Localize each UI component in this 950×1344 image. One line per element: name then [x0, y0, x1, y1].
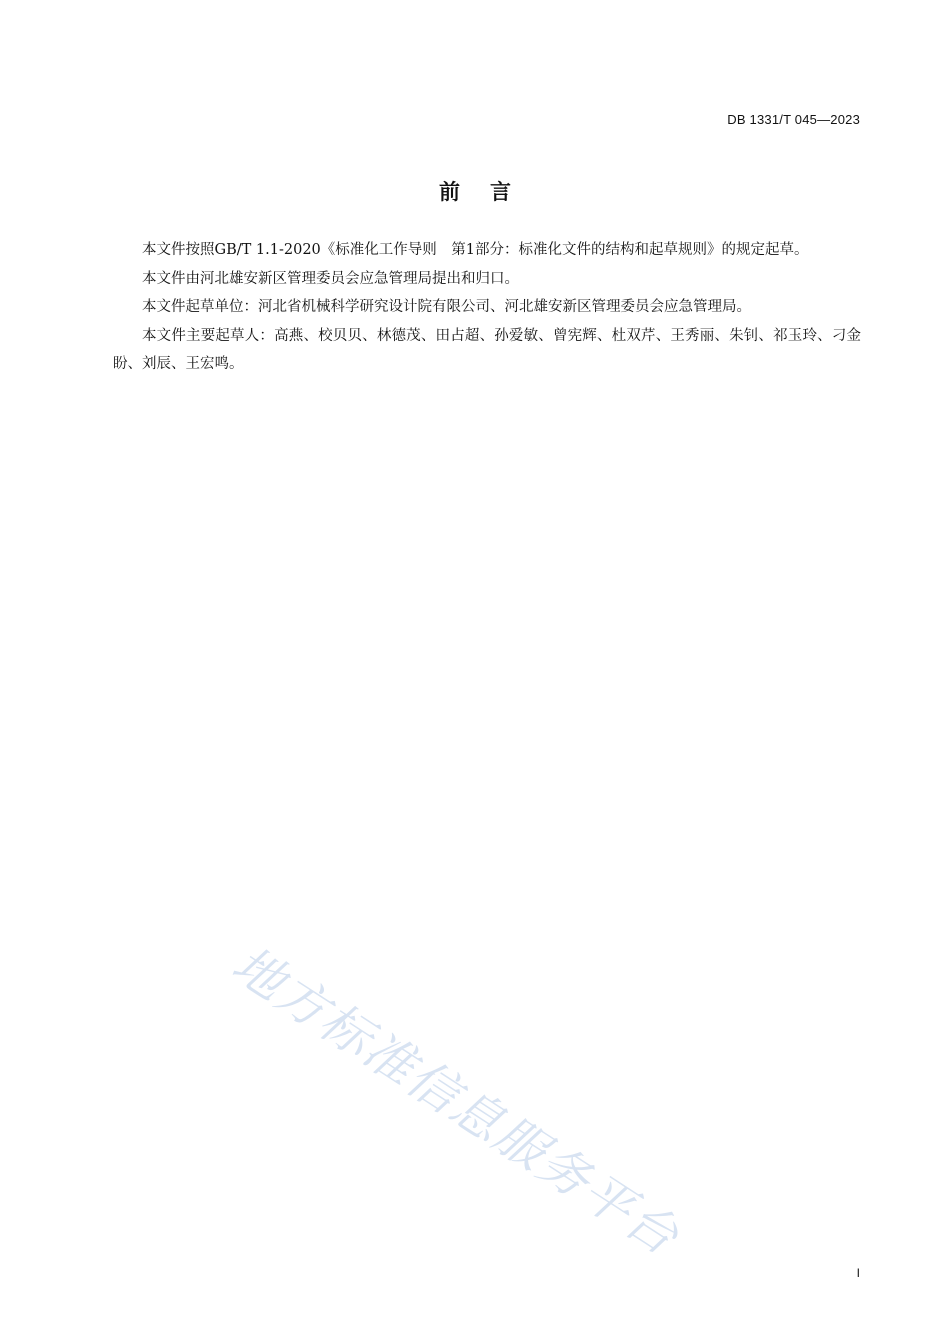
section-title: 前言: [439, 180, 541, 204]
paragraph-proposer: 本文件由河北雄安新区管理委员会应急管理局提出和归口。: [142, 270, 519, 287]
watermark-text: 地方标准信息服务平台: [222, 935, 690, 1267]
paragraph-standard-basis: 本文件按照GB/T 1.1-2020《标准化工作导则 第1部分：标准化文件的结构和起草规则》的规定起草。: [142, 242, 809, 258]
paragraph-drafting-units: 本文件起草单位：河北省机械科学研究设计院有限公司、河北雄安新区管理委员会应急管理局。: [142, 299, 751, 315]
document-code: DB 1331/T 045—2023: [727, 112, 860, 127]
preface-body: [113, 236, 861, 379]
page-number: I: [856, 1266, 860, 1280]
paragraph-drafters: 本文件主要起草人：高燕、校贝贝、林德茂、田占超、孙爱敏、曾宪辉、杜双芹、王秀丽、朱钊、祁玉玲、刁金盼、刘辰、王宏鸣。: [113, 327, 861, 372]
